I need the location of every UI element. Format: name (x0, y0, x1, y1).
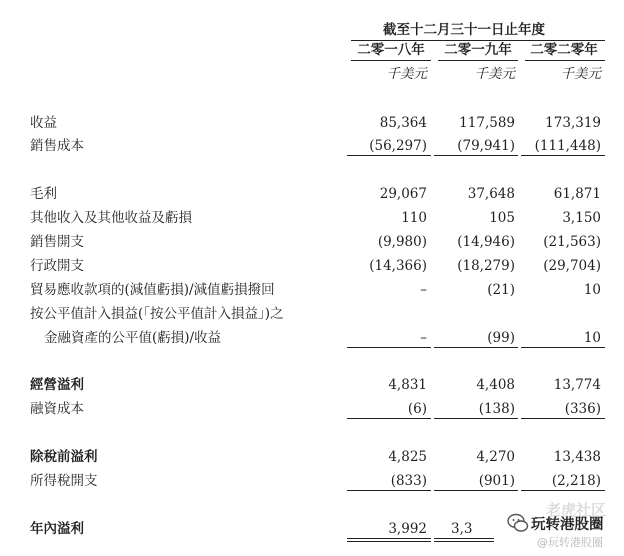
value-2018: (56,297) (369, 138, 427, 154)
unit-2018: 千美元 (386, 66, 427, 82)
row-label: 按公平值計入損益(「按公平值計入損益」)之 (30, 306, 284, 322)
row-label: 行政開支 (30, 258, 84, 274)
value-2019: (138) (478, 401, 515, 417)
unit-2019: 千美元 (474, 66, 515, 82)
value-2018: 4,825 (388, 449, 427, 465)
watermark-community: 老虎社区 (546, 501, 607, 519)
row-label: 經營溢利 (30, 377, 84, 393)
unit-2020: 千美元 (560, 66, 601, 82)
value-2019: 4,408 (476, 377, 515, 393)
year-rule-2019 (438, 60, 518, 61)
row-label: 融資成本 (30, 401, 84, 417)
value-2020: (21,563) (543, 234, 601, 250)
value-2019: 4,270 (476, 449, 515, 465)
row-label: 除稅前溢利 (30, 449, 98, 465)
year-rule-2018 (351, 60, 431, 61)
subtotal-rule (347, 155, 431, 156)
subtotal-rule (521, 155, 605, 156)
value-2018: (9,980) (377, 234, 427, 250)
value-2018: 85,364 (379, 115, 427, 131)
subtotal-rule (347, 490, 431, 491)
year-2019-header: 二零一九年 (444, 42, 512, 58)
value-2019: (18,279) (457, 258, 515, 274)
value-2020: 173,319 (545, 115, 601, 131)
value-2019: 3,3 (451, 521, 473, 537)
period-header: 截至十二月三十一日止年度 (383, 22, 545, 38)
value-2020: 13,438 (553, 449, 601, 465)
row-label: 其他收入及其他收益及虧損 (30, 210, 192, 226)
value-2020: 61,871 (553, 186, 601, 202)
value-2018: – (420, 330, 427, 346)
value-2020: 10 (583, 282, 601, 298)
wechat-icon (507, 512, 529, 534)
value-2019: (99) (487, 330, 515, 346)
row-label: 毛利 (30, 186, 57, 202)
value-2018: (6) (407, 401, 427, 417)
value-2019: 117,589 (459, 115, 515, 131)
total-double-rule (434, 541, 494, 542)
value-2020: (29,704) (543, 258, 601, 274)
row-label: 年內溢利 (30, 521, 84, 537)
value-2020: (2,218) (551, 473, 601, 489)
value-2020: 13,774 (553, 377, 601, 393)
row-label: 收益 (30, 115, 57, 131)
subtotal-rule (434, 490, 518, 491)
value-2018: 29,067 (379, 186, 427, 202)
value-2018: 110 (401, 210, 427, 226)
subtotal-rule (347, 418, 431, 419)
value-2019: 105 (489, 210, 515, 226)
year-2020-header: 二零二零年 (530, 42, 598, 58)
value-2018: (14,366) (369, 258, 427, 274)
subtotal-rule (521, 418, 605, 419)
row-label: 銷售成本 (30, 138, 84, 154)
row-label: 貿易應收款項的(減值虧損)/減值虧損撥回 (30, 282, 275, 298)
subtotal-rule (434, 155, 518, 156)
subtotal-rule (347, 347, 431, 348)
value-2018: 3,992 (388, 521, 427, 537)
total-rule (434, 538, 494, 539)
value-2020: 10 (583, 330, 601, 346)
value-2020: 3,150 (562, 210, 601, 226)
subtotal-rule (434, 347, 518, 348)
year-rule-2020 (525, 60, 605, 61)
subtotal-rule (434, 418, 518, 419)
subtotal-rule (521, 490, 605, 491)
value-2019: (14,946) (457, 234, 515, 250)
year-2018-header: 二零一八年 (357, 42, 425, 58)
value-2019: (79,941) (457, 138, 515, 154)
watermark-handle: @玩转港股圈 (537, 536, 603, 549)
row-label: 所得稅開支 (30, 473, 98, 489)
subtotal-rule (521, 347, 605, 348)
value-2018: 4,831 (388, 377, 427, 393)
total-rule (347, 538, 431, 539)
value-2018: – (420, 282, 427, 298)
value-2019: (21) (487, 282, 515, 298)
value-2019: (901) (478, 473, 515, 489)
header-rule (351, 40, 605, 41)
value-2019: 37,648 (467, 186, 515, 202)
row-label: 銷售開支 (30, 234, 84, 250)
value-2020: (111,448) (534, 138, 601, 154)
watermark-account: 玩转港股圈 (531, 517, 604, 533)
value-2018: (833) (390, 473, 427, 489)
row-label: 金融資產的公平值(虧損)/收益 (44, 330, 222, 346)
total-double-rule (347, 541, 431, 542)
value-2020: (336) (564, 401, 601, 417)
